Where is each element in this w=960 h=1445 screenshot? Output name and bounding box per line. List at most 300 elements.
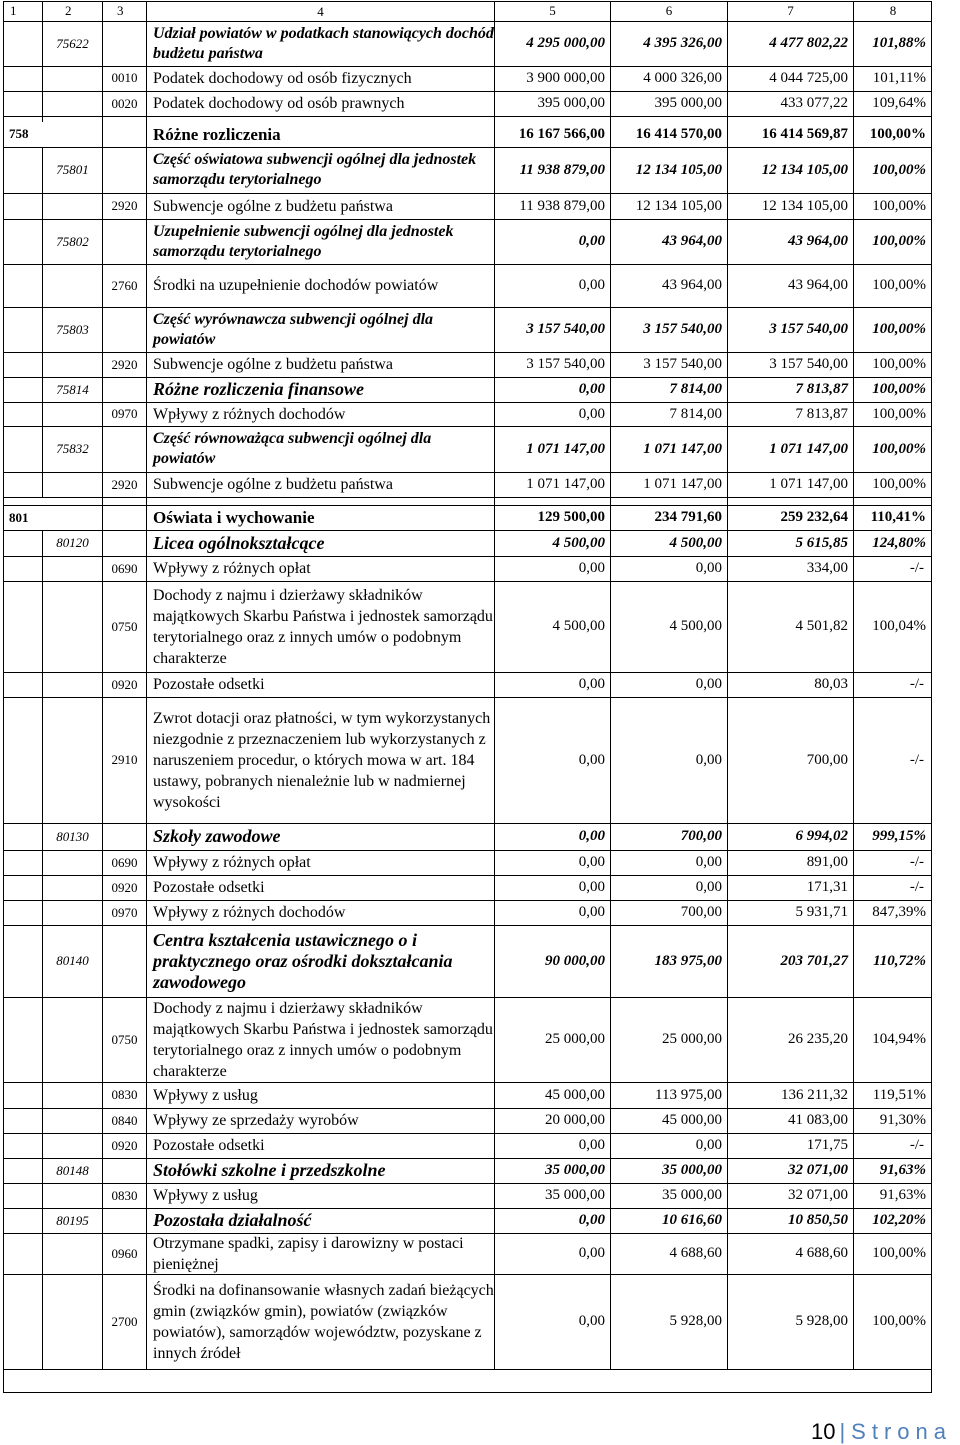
- table-row: [0, 377, 960, 402]
- plan-value: 0,00: [578, 1212, 605, 1228]
- dzial-code: [4, 900, 42, 925]
- execution-percent: 101,88%: [872, 35, 926, 51]
- execution-value: 203 701,27: [780, 952, 848, 969]
- footer-separator: |: [839, 1419, 846, 1444]
- row-divider: [3, 850, 932, 851]
- plan-value: 0,00: [578, 828, 605, 844]
- rozdzial-code: [43, 997, 102, 1082]
- plan-value: 11 938 879,00: [519, 161, 605, 178]
- dzial-code: [4, 426, 42, 472]
- rozdzial-code: 80130: [56, 828, 89, 844]
- plan-after-changes-value: 10 616,60: [662, 1212, 722, 1228]
- execution-percent: 100,00%: [872, 1245, 926, 1261]
- paragraf-code: 0690: [111, 854, 138, 870]
- execution-percent: -/-: [909, 751, 924, 768]
- rozdzial-code: 80148: [56, 1162, 89, 1178]
- row-divider: [3, 402, 932, 403]
- row-name: Otrzymane spadki, zapisy i darowizny w postaci pieniężnej: [153, 1234, 464, 1273]
- paragraf-code: 0830: [111, 1087, 138, 1102]
- row-name: Wpływy z różnych opłat: [153, 560, 311, 577]
- footer-page-word: Strona: [851, 1419, 952, 1444]
- table-row: [0, 121, 960, 147]
- paragraf-code: [103, 22, 146, 65]
- execution-percent: 124,80%: [872, 534, 926, 551]
- execution-value: 6 994,02: [795, 828, 848, 844]
- row-divider: [3, 147, 932, 148]
- row-divider: [3, 1208, 932, 1209]
- row-name: Udział powiatów w podatkach stanowiących dochód budżetu państwa: [153, 24, 494, 62]
- execution-percent: 100,00%: [872, 197, 926, 214]
- row-name: Podatek dochodowy od osób fizycznych: [153, 69, 412, 87]
- dzial-code: [4, 556, 42, 581]
- rozdzial-code: [43, 1274, 102, 1369]
- plan-after-changes-value: 4 395 326,00: [643, 35, 722, 51]
- execution-value: 7 813,87: [795, 405, 848, 422]
- dzial-code: [4, 307, 42, 352]
- plan-after-changes-value: 3 157 540,00: [643, 321, 722, 337]
- dzial-code: [4, 997, 42, 1082]
- execution-percent: 110,72%: [873, 952, 926, 969]
- plan-after-changes-value: 45 000,00: [662, 1112, 722, 1128]
- paragraf-code: [103, 147, 146, 193]
- paragraf-code: 0840: [111, 1112, 138, 1128]
- table-row: [0, 1183, 960, 1208]
- row-name: Pozostałe odsetki: [153, 879, 265, 896]
- header-col-1: 1: [10, 3, 17, 18]
- plan-value: 45 000,00: [545, 1086, 605, 1103]
- paragraf-code: [103, 925, 146, 997]
- plan-value: 4 500,00: [552, 618, 605, 634]
- row-divider: [3, 91, 932, 92]
- row-divider: [3, 219, 932, 220]
- rozdzial-code: [43, 1233, 102, 1274]
- rozdzial-code: [43, 264, 102, 307]
- row-name: Oświata i wychowanie: [153, 508, 315, 527]
- dzial-code: [4, 925, 42, 997]
- plan-value: 0,00: [578, 751, 605, 768]
- rozdzial-code: [43, 352, 102, 377]
- plan-after-changes-value: 1 071 147,00: [643, 440, 722, 457]
- row-divider: [3, 1133, 932, 1134]
- rozdzial-code: [43, 672, 102, 697]
- paragraf-code: 0020: [111, 95, 138, 111]
- plan-value: 0,00: [578, 879, 605, 895]
- paragraf-code: 0920: [111, 1137, 138, 1153]
- plan-after-changes-value: 43 964,00: [662, 277, 722, 293]
- plan-after-changes-value: 4 500,00: [669, 618, 722, 634]
- row-name: Różne rozliczenia: [153, 124, 281, 144]
- table-row: [0, 1274, 960, 1369]
- table-row: [0, 875, 960, 900]
- table-row: [0, 672, 960, 697]
- execution-percent: 100,00%: [872, 321, 926, 337]
- plan-value: 0,00: [578, 1137, 605, 1153]
- dzial-code: [4, 91, 42, 116]
- execution-percent: 100,04%: [872, 618, 926, 634]
- row-divider: [3, 116, 932, 117]
- column-divider: [102, 1, 103, 1370]
- execution-value: 891,00: [806, 854, 848, 870]
- plan-value: 0,00: [578, 904, 605, 920]
- plan-value: 0,00: [578, 277, 605, 293]
- execution-value: 32 071,00: [788, 1162, 848, 1178]
- table-row: [0, 925, 960, 997]
- plan-after-changes-value: 4 000 326,00: [643, 69, 722, 86]
- table-row: [0, 1208, 960, 1233]
- dzial-code: 758: [9, 126, 29, 141]
- plan-value: 3 157 540,00: [526, 321, 605, 337]
- rozdzial-code: [43, 91, 102, 116]
- paragraf-code: [103, 219, 146, 264]
- paragraf-code: 2920: [111, 476, 138, 492]
- plan-value: 129 500,00: [537, 509, 605, 525]
- rozdzial-code: [43, 1133, 102, 1158]
- rozdzial-code: [43, 193, 102, 219]
- dzial-code: [4, 22, 42, 65]
- table-row: [0, 505, 960, 530]
- row-name: Wpływy z różnych opłat: [153, 854, 311, 871]
- paragraf-code: 2920: [111, 198, 138, 213]
- row-name: Pozostałe odsetki: [153, 1137, 265, 1154]
- plan-value: 1 071 147,00: [526, 476, 605, 492]
- execution-value: 4 501,82: [795, 618, 848, 634]
- plan-after-changes-value: 0,00: [695, 560, 722, 576]
- dzial-code: [4, 1274, 42, 1369]
- rozdzial-code: 75803: [56, 321, 89, 337]
- paragraf-code: 0750: [111, 1031, 138, 1047]
- execution-percent: 91,63%: [879, 1187, 926, 1203]
- table-row: [0, 66, 960, 90]
- execution-value: 3 157 540,00: [769, 321, 848, 337]
- plan-value: 90 000,00: [545, 952, 605, 969]
- paragraf-code: 2700: [111, 1313, 138, 1329]
- execution-value: 80,03: [814, 676, 848, 692]
- table-row: [0, 402, 960, 426]
- plan-value: 0,00: [578, 381, 605, 397]
- execution-percent: 100,00%: [872, 381, 926, 397]
- rozdzial-code: 75832: [56, 441, 89, 456]
- row-divider: [3, 875, 932, 876]
- row-divider: [3, 697, 932, 698]
- row-divider: [3, 581, 932, 582]
- paragraf-code: 2910: [111, 752, 138, 767]
- page-footer: [811, 1419, 952, 1445]
- paragraf-code: 0830: [111, 1187, 138, 1203]
- execution-percent: 102,20%: [872, 1212, 926, 1228]
- plan-after-changes-value: 4 500,00: [669, 534, 722, 551]
- table-row: [0, 193, 960, 219]
- execution-value: 171,75: [806, 1137, 848, 1153]
- row-name: Subwencje ogólne z budżetu państwa: [153, 356, 393, 373]
- execution-value: 10 850,50: [788, 1212, 848, 1228]
- execution-value: 12 134 105,00: [761, 197, 848, 214]
- rozdzial-code: 75802: [56, 233, 89, 249]
- execution-percent: 101,11%: [872, 69, 926, 86]
- dzial-code: [4, 377, 42, 402]
- row-name: Zwrot dotacji oraz płatności, w tym wykorzystanych niezgodnie z przeznaczeniem lub wykorzystanych z naruszeniem procedur, o których mowa w art. 184 ustawy, pobranych nienależnie lub w nadmiernej wysokości: [153, 709, 491, 811]
- plan-value: 16 167 566,00: [518, 125, 605, 142]
- column-divider: [931, 1, 932, 1393]
- paragraf-code: [103, 1158, 146, 1183]
- row-divider: [3, 377, 932, 378]
- execution-value: 26 235,20: [788, 1031, 848, 1047]
- table-row: [0, 472, 960, 497]
- dzial-code: [4, 402, 42, 426]
- execution-percent: 100,00%: [872, 405, 926, 422]
- plan-after-changes-value: 0,00: [695, 854, 722, 870]
- execution-value: 1 071 147,00: [769, 476, 848, 492]
- execution-value: 5 931,71: [795, 904, 848, 920]
- execution-percent: 100,00%: [872, 233, 926, 249]
- row-divider: [3, 1274, 932, 1275]
- row-name: Pozostała działalność: [153, 1210, 312, 1230]
- row-divider: [3, 352, 932, 353]
- dzial-code: [4, 672, 42, 697]
- dzial-code: [4, 581, 42, 672]
- execution-percent: -/-: [909, 1137, 924, 1153]
- execution-value: 4 044 725,00: [769, 69, 848, 86]
- plan-value: 0,00: [578, 405, 605, 422]
- plan-value: 0,00: [578, 1313, 605, 1329]
- paragraf-code: 2920: [111, 356, 138, 372]
- plan-value: 3 157 540,00: [526, 356, 605, 372]
- row-divider: [3, 1108, 932, 1109]
- row-name: Dochody z najmu i dzierżawy składników majątkowych Skarbu Państwa i jednostek samorządu terytorialnego oraz z innych umów o podobnym charakterze: [153, 586, 493, 667]
- execution-percent: 110,41%: [870, 509, 926, 525]
- paragraf-code: [103, 1208, 146, 1233]
- column-divider: [853, 1, 854, 1370]
- row-name: Szkoły zawodowe: [153, 826, 281, 846]
- row-divider: [3, 823, 932, 824]
- row-divider: [3, 426, 932, 427]
- rozdzial-code: 80195: [56, 1212, 89, 1228]
- paragraf-code: 0970: [111, 904, 138, 920]
- execution-percent: 100,00%: [872, 440, 926, 457]
- page-number: 10: [810, 1419, 836, 1444]
- dzial-code: [4, 697, 42, 823]
- table-row: [0, 997, 960, 1082]
- row-name: Subwencje ogólne z budżetu państwa: [153, 476, 393, 493]
- dzial-code: [4, 219, 42, 264]
- dzial-code: [4, 1183, 42, 1208]
- plan-value: 4 295 000,00: [526, 35, 605, 51]
- execution-percent: 104,94%: [872, 1031, 926, 1047]
- plan-value: 3 900 000,00: [526, 69, 605, 86]
- row-divider: [3, 900, 932, 901]
- row-divider: [3, 1082, 932, 1083]
- table-row: [0, 264, 960, 307]
- plan-after-changes-value: 1 071 147,00: [643, 476, 722, 492]
- dzial-code: [4, 352, 42, 377]
- plan-value: 0,00: [578, 676, 605, 692]
- paragraf-code: [103, 307, 146, 352]
- plan-value: 35 000,00: [545, 1162, 605, 1178]
- plan-after-changes-value: 0,00: [695, 751, 722, 768]
- row-name: Część równoważąca subwencji ogólnej dla powiatów: [153, 430, 432, 467]
- rozdzial-code: [43, 900, 102, 925]
- rozdzial-code: 80140: [56, 953, 89, 968]
- row-name: Stołówki szkolne i przedszkolne: [153, 1160, 386, 1180]
- plan-value: 35 000,00: [545, 1187, 605, 1203]
- execution-value: 700,00: [806, 751, 848, 768]
- table-row: [0, 900, 960, 925]
- row-divider: [3, 1369, 932, 1370]
- plan-value: 20 000,00: [545, 1112, 605, 1128]
- row-name: Uzupełnienie subwencji ogólnej dla jednostek samorządu terytorialnego: [153, 222, 454, 260]
- row-divider: [3, 307, 932, 308]
- row-divider: [3, 1392, 932, 1393]
- execution-value: 32 071,00: [788, 1187, 848, 1203]
- table-row: [0, 1158, 960, 1183]
- table-row: [0, 1133, 960, 1158]
- column-divider: [3, 1, 4, 1393]
- execution-percent: -/-: [909, 560, 924, 576]
- rozdzial-code: [43, 1082, 102, 1108]
- row-name: Środki na dofinansowanie własnych zadań bieżących gmin (związków gmin), powiatów (związków powiatów), samorządów województw, pozyskane z innych źródeł: [153, 1281, 494, 1362]
- execution-percent: -/-: [909, 676, 924, 692]
- row-divider: [3, 505, 932, 506]
- row-divider: [3, 193, 932, 194]
- dzial-code: [4, 823, 42, 850]
- row-divider: [3, 21, 932, 22]
- execution-value: 12 134 105,00: [761, 161, 848, 178]
- plan-after-changes-value: 0,00: [695, 1137, 722, 1153]
- execution-percent: 999,15%: [872, 828, 926, 844]
- execution-percent: 91,30%: [879, 1112, 926, 1128]
- row-divider: [3, 672, 932, 673]
- table-row: [0, 91, 960, 116]
- table-row: [0, 147, 960, 193]
- table-row: [0, 581, 960, 672]
- execution-value: 16 414 569,87: [761, 125, 848, 142]
- rozdzial-code: [43, 121, 102, 147]
- dzial-code: [4, 472, 42, 497]
- paragraf-code: [103, 426, 146, 472]
- dzial-code: [4, 530, 42, 556]
- plan-value: 1 071 147,00: [526, 440, 605, 457]
- row-divider: [3, 1233, 932, 1234]
- row-name: Wpływy z różnych dochodów: [153, 405, 346, 423]
- table-row: [0, 307, 960, 352]
- execution-value: 41 083,00: [788, 1112, 848, 1128]
- header-col-7: 7: [787, 3, 794, 18]
- paragraf-code: [103, 505, 146, 530]
- column-divider: [146, 1, 147, 1370]
- table-row: [0, 850, 960, 875]
- execution-value: 433 077,22: [780, 95, 848, 111]
- plan-after-changes-value: 5 928,00: [669, 1313, 722, 1329]
- paragraf-code: 0970: [111, 406, 138, 421]
- row-divider: [3, 497, 932, 498]
- row-name: Wpływy ze sprzedaży wyrobów: [153, 1112, 359, 1129]
- row-name: Część wyrównawcza subwencji ogólnej dla powiatów: [153, 310, 434, 348]
- row-divider: [3, 472, 932, 473]
- row-divider: [3, 530, 932, 531]
- rozdzial-code: [43, 556, 102, 581]
- column-divider: [42, 147, 43, 498]
- plan-value: 0,00: [578, 560, 605, 576]
- plan-value: 0,00: [578, 1245, 605, 1261]
- dzial-code: [4, 1158, 42, 1183]
- column-divider: [494, 1, 495, 1370]
- row-divider: [3, 264, 932, 265]
- paragraf-code: 0920: [111, 676, 138, 692]
- rozdzial-code: [43, 472, 102, 497]
- plan-after-changes-value: 700,00: [680, 828, 722, 844]
- rozdzial-code: [43, 402, 102, 426]
- row-name: Część oświatowa subwencji ogólnej dla jednostek samorządu terytorialnego: [153, 151, 477, 188]
- dzial-code: [4, 1133, 42, 1158]
- execution-percent: 100,00%: [869, 125, 926, 142]
- row-divider: [3, 1, 932, 2]
- plan-after-changes-value: 3 157 540,00: [643, 356, 722, 372]
- row-divider: [3, 1183, 932, 1184]
- paragraf-code: 0960: [111, 1245, 138, 1261]
- plan-after-changes-value: 25 000,00: [662, 1031, 722, 1047]
- plan-after-changes-value: 700,00: [680, 904, 722, 920]
- dzial-code: 801: [9, 509, 29, 525]
- header-col-2: 2: [65, 3, 72, 18]
- execution-percent: 100,00%: [872, 356, 926, 372]
- plan-after-changes-value: 183 975,00: [654, 952, 722, 969]
- execution-value: 43 964,00: [788, 277, 848, 293]
- rozdzial-code: [43, 697, 102, 823]
- dzial-code: [4, 1208, 42, 1233]
- row-divider: [3, 1158, 932, 1159]
- column-divider: [727, 1, 728, 1370]
- execution-value: 136 211,32: [781, 1086, 848, 1103]
- execution-value: 334,00: [806, 560, 848, 576]
- paragraf-code: 0690: [111, 560, 138, 576]
- table-row: [0, 823, 960, 850]
- plan-after-changes-value: 234 791,60: [654, 509, 722, 525]
- rozdzial-code: 75801: [56, 162, 89, 177]
- execution-percent: -/-: [909, 854, 924, 870]
- rozdzial-code: 75622: [56, 35, 89, 51]
- paragraf-code: [103, 823, 146, 850]
- paragraf-code: 0010: [111, 70, 138, 85]
- plan-after-changes-value: 35 000,00: [662, 1162, 722, 1178]
- column-divider: [42, 1, 43, 122]
- execution-value: 4 688,60: [795, 1245, 848, 1261]
- dzial-code: [4, 1082, 42, 1108]
- row-name: Podatek dochodowy od osób prawnych: [153, 95, 405, 112]
- row-name: Wpływy z usług: [153, 1086, 258, 1104]
- paragraf-code: [103, 530, 146, 556]
- row-name: Wpływy z różnych dochodów: [153, 904, 346, 921]
- plan-after-changes-value: 113 975,00: [655, 1086, 722, 1103]
- plan-after-changes-value: 7 814,00: [669, 405, 722, 422]
- execution-value: 1 071 147,00: [769, 440, 848, 457]
- header-col-4: 4: [317, 3, 324, 19]
- execution-value: 4 477 802,22: [769, 35, 848, 51]
- rozdzial-code: [43, 1108, 102, 1133]
- plan-value: 0,00: [578, 854, 605, 870]
- execution-value: 171,31: [806, 879, 848, 895]
- paragraf-code: 2760: [111, 277, 138, 293]
- paragraf-code: [103, 121, 146, 147]
- dzial-code: [4, 850, 42, 875]
- execution-percent: 100,00%: [872, 1313, 926, 1329]
- row-divider: [3, 556, 932, 557]
- plan-after-changes-value: 7 814,00: [669, 381, 722, 397]
- rozdzial-code: [43, 875, 102, 900]
- execution-percent: 100,00%: [872, 476, 926, 492]
- column-number-header: [0, 1, 960, 21]
- row-name: Dochody z najmu i dzierżawy składników majątkowych Skarbu Państwa i jednostek samorządu terytorialnego oraz z innych umów o podobnym charakterze: [153, 999, 493, 1080]
- header-col-8: 8: [889, 3, 897, 18]
- rozdzial-code: 80120: [56, 535, 89, 550]
